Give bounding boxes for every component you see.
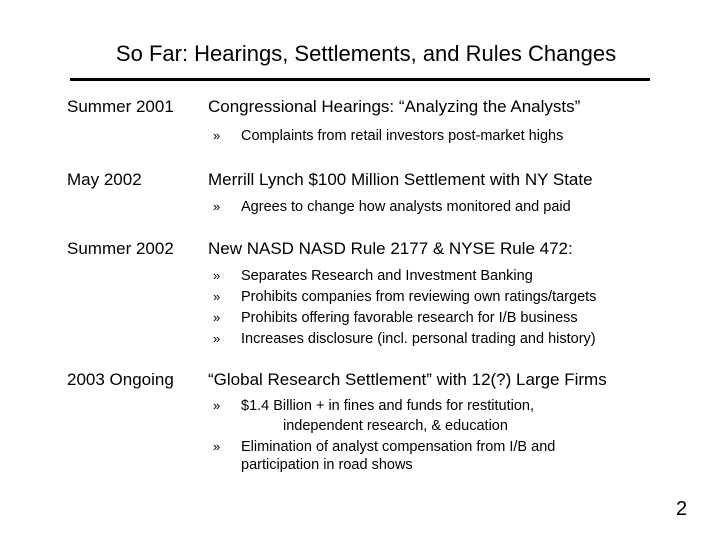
bullet-text: Separates Research and Investment Banking <box>241 268 533 284</box>
bullet-marker: » <box>213 398 221 413</box>
bullet-text-continuation: participation in road shows <box>241 457 413 473</box>
section-heading: “Global Research Settlement” with 12(?) Large Firms <box>208 370 607 389</box>
bullet-text: Agrees to change how analysts monitored and paid <box>241 199 571 215</box>
section-heading: Merrill Lynch $100 Million Settlement with NY State <box>208 170 593 189</box>
bullet-marker: » <box>213 128 221 143</box>
page-number: 2 <box>676 498 688 520</box>
section-date: 2003 Ongoing <box>67 370 174 389</box>
bullet-marker: » <box>213 310 221 325</box>
bullet-text: Complaints from retail investors post-market highs <box>241 128 564 144</box>
bullet-text: Prohibits companies from reviewing own ratings/targets <box>241 289 597 305</box>
bullet-marker: » <box>213 289 221 304</box>
bullet-text-continuation: independent research, & education <box>283 418 508 434</box>
bullet-text: $1.4 Billion + in fines and funds for restitution, <box>241 398 534 414</box>
bullet-marker: » <box>213 439 221 454</box>
slide-title: So Far: Hearings, Settlements, and Rules Changes <box>115 41 617 66</box>
bullet-marker: » <box>213 268 221 283</box>
section-date: Summer 2002 <box>67 239 174 258</box>
bullet-text: Increases disclosure (incl. personal trading and history) <box>241 331 596 347</box>
section-date: Summer 2001 <box>67 97 174 116</box>
bullet-text: Prohibits offering favorable research for I/B business <box>241 310 578 326</box>
bullet-marker: » <box>213 331 221 346</box>
bullet-text: Elimination of analyst compensation from I/B and <box>241 439 556 455</box>
section-heading: Congressional Hearings: “Analyzing the Analysts” <box>208 97 581 116</box>
section-date: May 2002 <box>67 170 142 189</box>
section-heading: New NASD NASD Rule 2177 & NYSE Rule 472: <box>208 239 573 258</box>
title-underline <box>70 78 650 81</box>
bullet-marker: » <box>213 199 221 214</box>
